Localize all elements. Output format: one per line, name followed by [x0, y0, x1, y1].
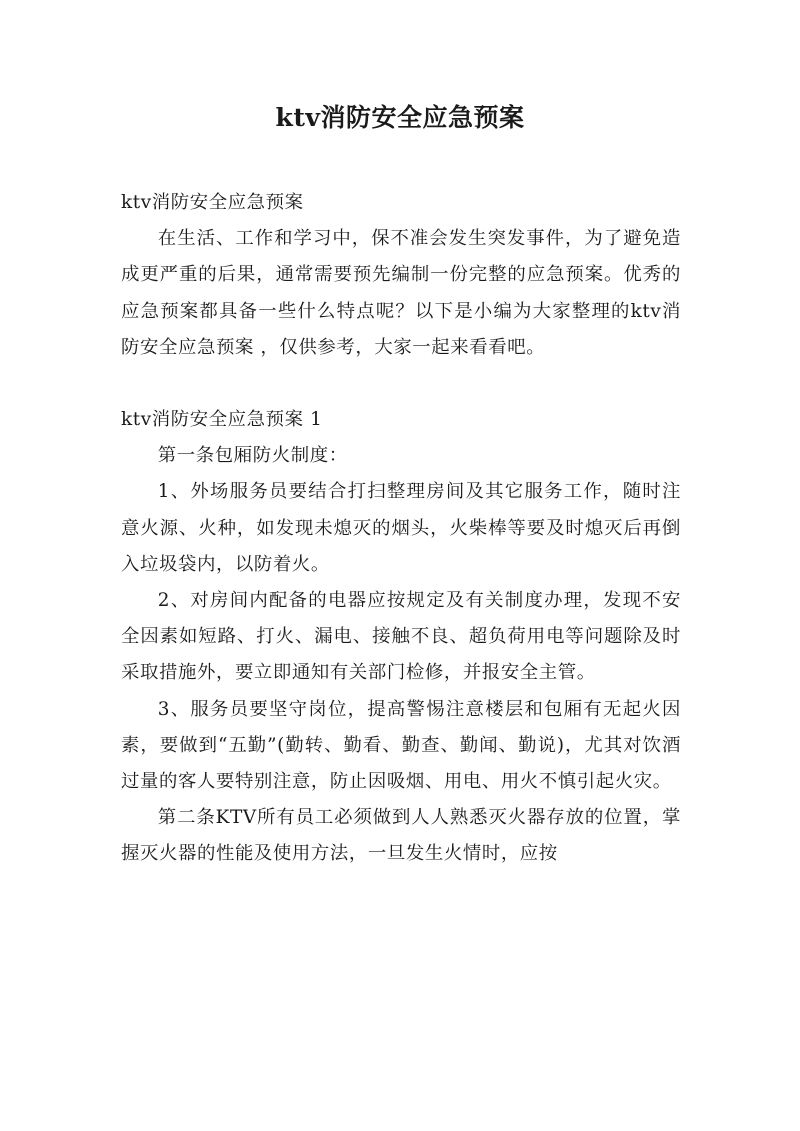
document-title: ktv消防安全应急预案 — [275, 103, 525, 132]
intro-paragraph: 在生活、工作和学习中，保不准会发生突发事件，为了避免造成更严重的后果，通常需要预先编制一份完整的应急预案。优秀的应急预案都具备一些什么特点呢？以下是小编为大家整理的ktv消防安全应急预案 ，仅供参考，大家一起来看看吧。 — [121, 228, 681, 358]
article-paragraph: 第二条KTV所有员工必须做到人人熟悉灭火器存放的位置，掌握灭火器的性能及使用方法，一旦发生火情时，应按 — [121, 807, 681, 865]
list-item: 1、外场服务员要结合打扫整理房间及其它服务工作，随时注意火源、火种，如发现未熄灭的烟头，火柴棒等要及时熄灭后再倒入垃圾袋内，以防着火。 — [121, 481, 681, 575]
article-title: 第一条包厢防火制度： — [157, 445, 348, 467]
document-subtitle: ktv消防安全应急预案 — [121, 192, 304, 213]
document-body — [121, 185, 681, 873]
list-item: 2、对房间内配备的电器应按规定及有关制度办理，发现不安全因素如短路、打火、漏电、接触不良、超负荷用电等问题除及时采取措施外，要立即通知有关部门检修，并报安全主管。 — [121, 590, 681, 684]
list-item: 3、服务员要坚守岗位，提高警惕注意楼层和包厢有无起火因素，要做到“五勤”(勤转、勤看、勤查、勤闻、勤说)，尤其对饮酒过量的客人要特别注意，防止因吸烟、用电、用火不慎引起火灾。 — [121, 698, 681, 793]
section-heading: ktv消防安全应急预案 1 — [121, 409, 323, 431]
